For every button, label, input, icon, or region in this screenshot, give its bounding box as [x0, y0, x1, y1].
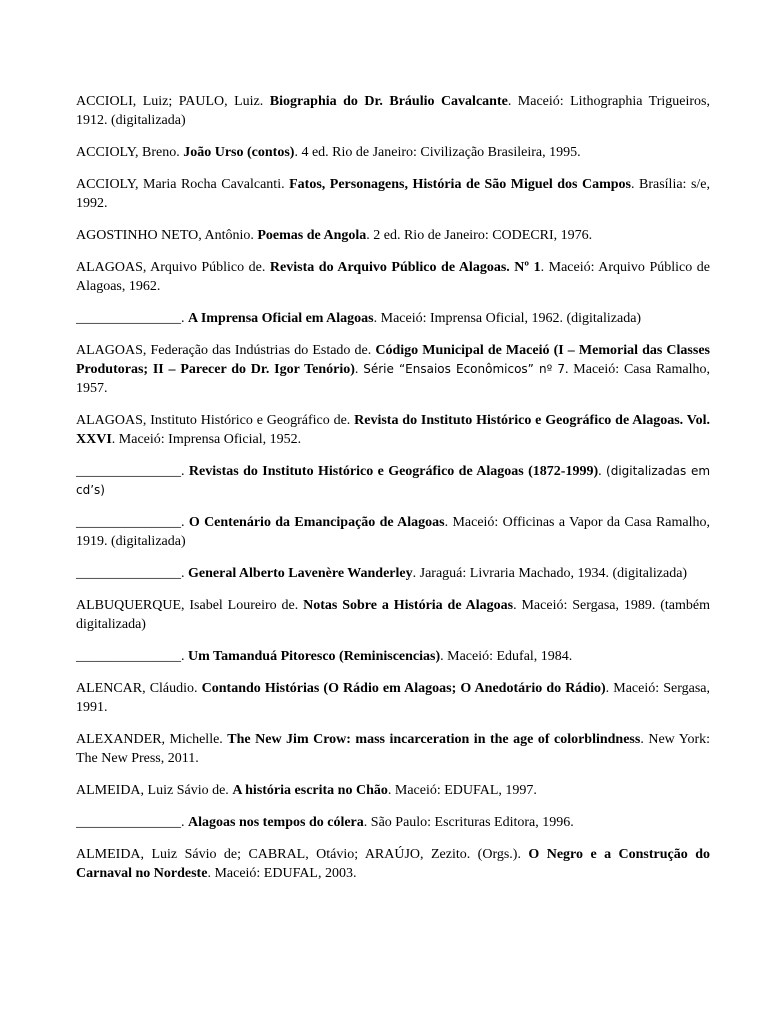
entry-title: Biographia do Dr. Bráulio Cavalcante	[269, 94, 508, 109]
entry-publication: . Maceió: Lithographia Trigueiros, 1912. (digitalizada)	[76, 94, 710, 128]
entry-title: Poemas de Angola	[257, 228, 367, 243]
entry-authors: ALBUQUERQUE, Isabel Loureiro de.	[76, 598, 304, 613]
bibliography-entry	[76, 564, 710, 583]
bibliography-entry	[76, 647, 710, 666]
entry-title: Um Tamanduá Pitoresco (Reminiscencias)	[188, 649, 441, 664]
entry-format-note: (digitalizadas em cd’s)	[76, 464, 711, 497]
entry-title: Código Municipal de Maceió (I – Memorial das Classes Produtoras; II – Parecer do Dr. Igor Tenório)	[76, 343, 710, 377]
bibliography-entry	[76, 513, 710, 551]
entry-authors: _______________.	[76, 311, 188, 326]
entry-title: Alagoas nos tempos do cólera	[188, 815, 364, 830]
entry-title: Revistas do Instituto Histórico e Geográfico de Alagoas (1872-1999)	[188, 464, 599, 479]
entry-authors: ALENCAR, Cláudio.	[76, 681, 202, 696]
entry-publication: .	[598, 464, 607, 479]
entry-authors: ALMEIDA, Luiz Sávio de.	[76, 783, 233, 798]
entry-publication: . 2 ed. Rio de Janeiro: CODECRI, 1976.	[366, 228, 593, 243]
entry-publication: . Jaraguá: Livraria Machado, 1934. (digitalizada)	[412, 566, 688, 581]
entry-publication-tail: . Maceió: Casa Ramalho, 1957.	[76, 362, 710, 396]
entry-publication: . Maceió: Officinas a Vapor da Casa Ramalho, 1919. (digitalizada)	[76, 515, 711, 549]
entry-publication: . Maceió: EDUFAL, 2003.	[207, 866, 357, 881]
entry-authors: _______________.	[76, 464, 189, 479]
bibliography-entry	[76, 309, 710, 328]
bibliography-entry	[76, 730, 710, 768]
entry-title: A história escrita no Chão	[232, 783, 388, 798]
entry-authors: ALAGOAS, Federação das Indústrias do Estado de.	[76, 343, 376, 358]
bibliography-page	[76, 92, 710, 896]
entry-title: The New Jim Crow: mass incarceration in the age of colorblindness	[227, 732, 641, 747]
entry-authors: ACCIOLI, Luiz; PAULO, Luiz.	[76, 94, 270, 109]
entry-title: João Urso (contos)	[183, 145, 295, 160]
entry-title: O Centenário da Emancipação de Alagoas	[188, 515, 445, 530]
entry-title: Revista do Arquivo Público de Alagoas. Nº 1	[269, 260, 541, 275]
entry-authors: _______________.	[76, 566, 188, 581]
entry-publication: . Maceió: Sergasa, 1989. (também digitalizada)	[76, 598, 711, 632]
entry-publication: . Maceió: Sergasa, 1991.	[76, 681, 711, 715]
bibliography-entry	[76, 143, 710, 162]
entry-publication: . Brasília: s/e, 1992.	[76, 177, 710, 211]
entry-title: Fatos, Personagens, História de São Miguel dos Campos	[289, 177, 631, 192]
bibliography-entry	[76, 341, 710, 398]
bibliography-entry	[76, 596, 710, 634]
bibliography-entry	[76, 781, 710, 800]
entry-authors: ACCIOLY, Breno.	[76, 145, 184, 160]
entry-title: O Negro e a Construção do Carnaval no Nordeste	[76, 847, 710, 881]
entry-authors: AGOSTINHO NETO, Antônio.	[76, 228, 258, 243]
entry-title: General Alberto Lavenère Wanderley	[188, 566, 413, 581]
entry-title: Notas Sobre a História de Alagoas	[303, 598, 514, 613]
entry-authors: ACCIOLY, Maria Rocha Cavalcanti.	[76, 177, 290, 192]
entry-publication: . 4 ed. Rio de Janeiro: Civilização Brasileira, 1995.	[294, 145, 581, 160]
entry-title: Contando Histórias (O Rádio em Alagoas; O Anedotário do Rádio)	[201, 681, 606, 696]
bibliography-entry	[76, 679, 710, 717]
bibliography-entry	[76, 226, 710, 245]
entry-authors: ALAGOAS, Instituto Histórico e Geográfico de.	[76, 413, 355, 428]
entry-authors: ALAGOAS, Arquivo Público de.	[76, 260, 270, 275]
entry-title: A Imprensa Oficial em Alagoas	[188, 311, 374, 326]
entry-authors: _______________.	[76, 649, 188, 664]
entry-publication: . New York: The New Press, 2011.	[76, 732, 711, 766]
entry-publication: . Maceió: EDUFAL, 1997.	[387, 783, 537, 798]
bibliography-entry	[76, 411, 710, 449]
bibliography-entry	[76, 813, 710, 832]
entry-publication: . Maceió: Imprensa Oficial, 1962. (digitalizada)	[373, 311, 642, 326]
bibliography-entry	[76, 258, 710, 296]
entry-publication: . Maceió: Arquivo Público de Alagoas, 1962.	[76, 260, 710, 294]
entry-title: Revista do Instituto Histórico e Geográfico de Alagoas. Vol. XXVI	[76, 413, 710, 447]
bibliography-entry	[76, 845, 710, 883]
entry-authors: _______________.	[76, 515, 189, 530]
entry-authors: ALEXANDER, Michelle.	[76, 732, 228, 747]
bibliography-entry	[76, 175, 710, 213]
entry-series-note: Série “Ensaios Econômicos” nº 7	[363, 362, 565, 376]
bibliography-entry	[76, 92, 710, 130]
bibliography-entry	[76, 462, 710, 500]
entry-publication: . Maceió: Imprensa Oficial, 1952.	[111, 432, 302, 447]
entry-publication: .	[354, 362, 364, 377]
entry-authors: _______________.	[76, 815, 188, 830]
entry-publication: . São Paulo: Escrituras Editora, 1996.	[363, 815, 574, 830]
entry-authors: ALMEIDA, Luiz Sávio de; CABRAL, Otávio; ARAÚJO, Zezito. (Orgs.).	[76, 847, 529, 862]
entry-publication: . Maceió: Edufal, 1984.	[440, 649, 573, 664]
